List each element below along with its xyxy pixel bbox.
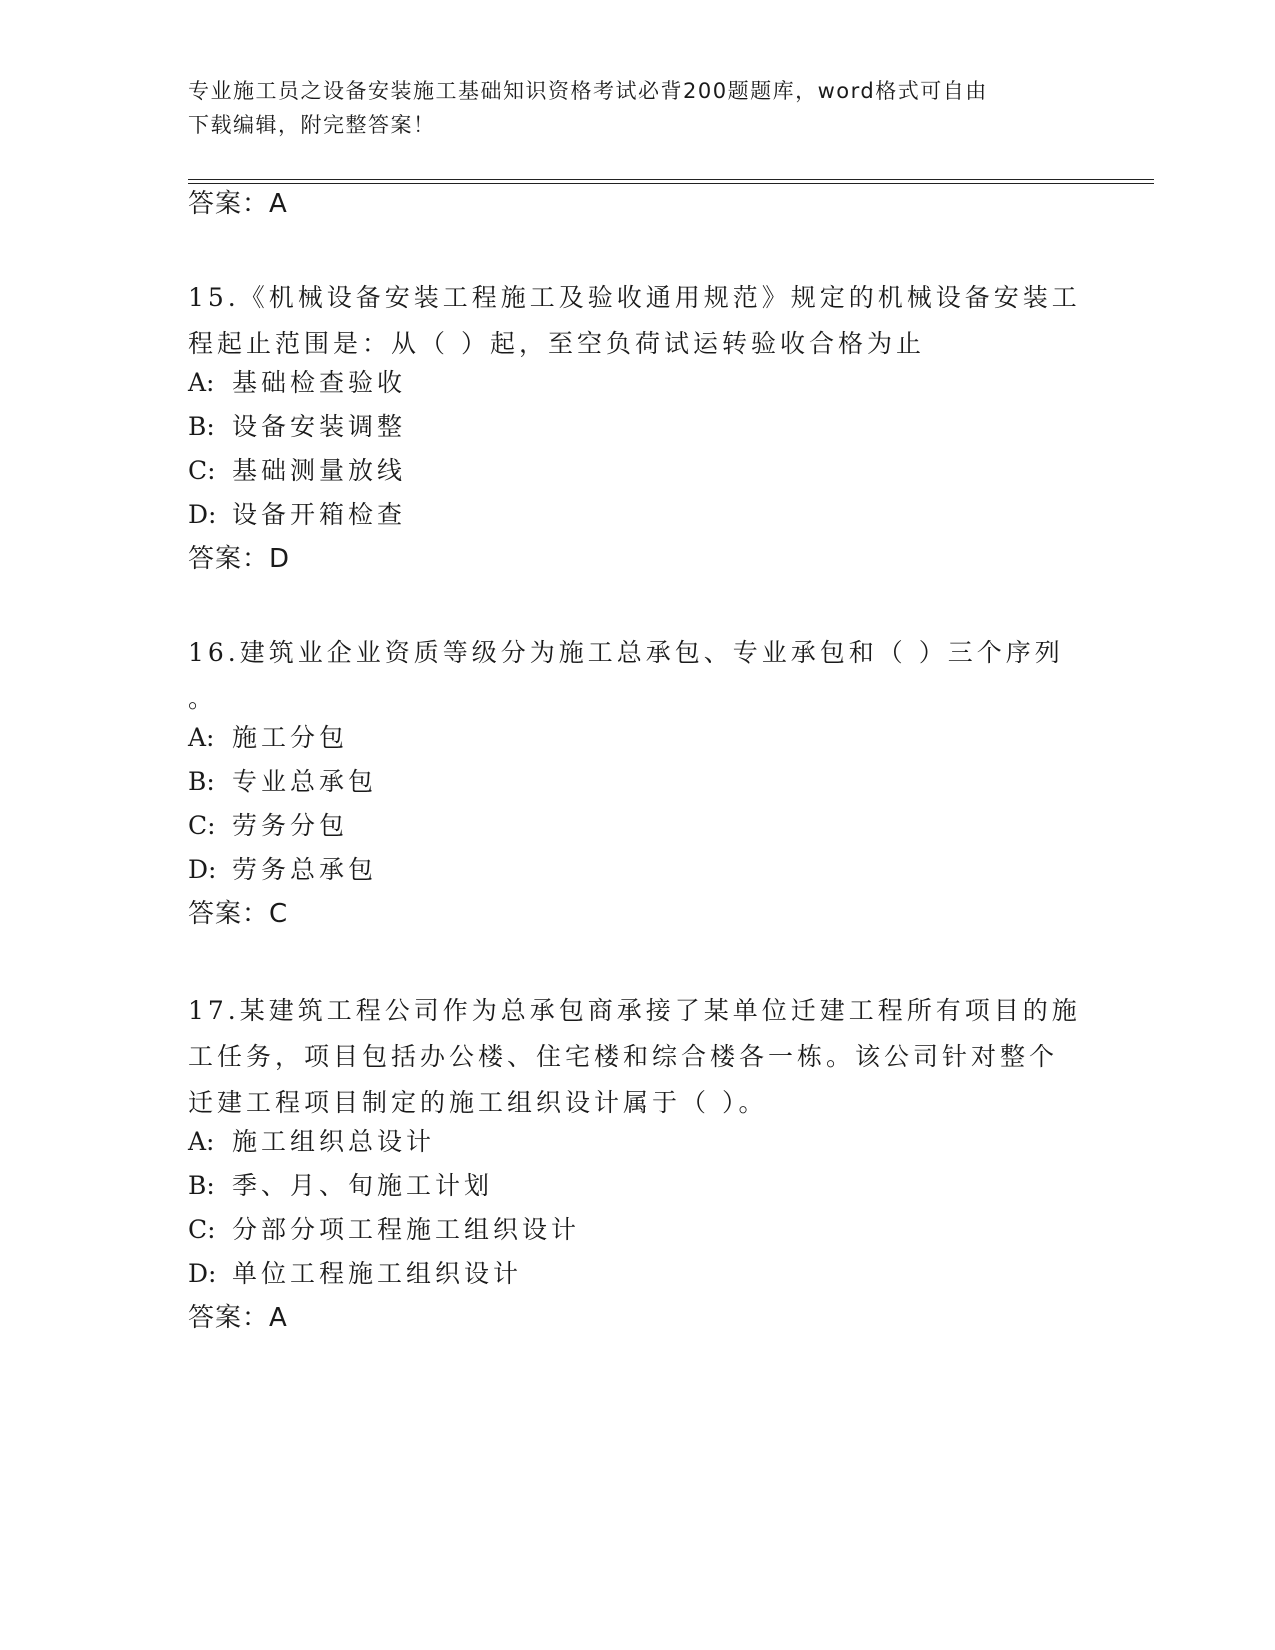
option-text: 单位工程施工组织设计 <box>232 1259 523 1288</box>
option-key: B: <box>188 1171 215 1200</box>
question-16 <box>188 630 1088 722</box>
option-text: 基础检查验收 <box>232 368 407 397</box>
option-b <box>188 409 1088 445</box>
option-key: D: <box>188 1259 217 1288</box>
option-key: A: <box>188 368 215 397</box>
option-d <box>188 1256 1088 1292</box>
question-line: 15.《机械设备安装工程施工及验收通用规范》规定的机械设备安装工 <box>188 283 1081 312</box>
document-header <box>188 74 1088 142</box>
option-text: 基础测量放线 <box>232 456 407 485</box>
option-text: 设备安装调整 <box>232 412 407 441</box>
question-17 <box>188 988 1088 1126</box>
question-line: 程起止范围是：从（ ）起，至空负荷试运转验收合格为止 <box>188 329 925 358</box>
option-key: D: <box>188 500 217 529</box>
option-c <box>188 808 1088 844</box>
option-a <box>188 365 1088 401</box>
option-d <box>188 852 1088 888</box>
question-line: 迁建工程项目制定的施工组织设计属于（ ）。 <box>188 1088 768 1117</box>
option-c <box>188 453 1088 489</box>
option-key: A: <box>188 723 215 752</box>
option-a <box>188 720 1088 756</box>
header-divider-top <box>188 179 1154 180</box>
option-key: C: <box>188 1215 216 1244</box>
option-text: 专业总承包 <box>232 767 378 796</box>
answer-15: 答案：D <box>188 544 291 574</box>
option-d <box>188 497 1088 533</box>
option-key: B: <box>188 767 215 796</box>
option-text: 劳务分包 <box>232 811 349 840</box>
answer-17: 答案：A <box>188 1303 288 1333</box>
answer-16: 答案：C <box>188 899 289 929</box>
option-text: 季、月、旬施工计划 <box>232 1171 494 1200</box>
option-key: D: <box>188 855 217 884</box>
option-text: 施工组织总设计 <box>232 1127 436 1156</box>
option-key: C: <box>188 456 216 485</box>
previous-answer: 答案：A <box>188 189 288 219</box>
question-line: 16.建筑业企业资质等级分为施工总承包、专业承包和（ ）三个序列 <box>188 638 1064 667</box>
header-line-1: 专业施工员之设备安装施工基础知识资格考试必背200题题库，word格式可自由 <box>188 79 988 103</box>
option-a <box>188 1124 1088 1160</box>
option-text: 设备开箱检查 <box>232 500 407 529</box>
option-text: 劳务总承包 <box>232 855 378 884</box>
question-line: 17.某建筑工程公司作为总承包商承接了某单位迁建工程所有项目的施 <box>188 996 1081 1025</box>
option-key: B: <box>188 412 215 441</box>
option-text: 分部分项工程施工组织设计 <box>232 1215 581 1244</box>
question-line: 工任务，项目包括办公楼、住宅楼和综合楼各一栋。该公司针对整个 <box>188 1042 1059 1071</box>
option-c <box>188 1212 1088 1248</box>
option-key: A: <box>188 1127 215 1156</box>
option-key: C: <box>188 811 216 840</box>
option-b <box>188 764 1088 800</box>
question-line: 。 <box>188 684 218 713</box>
option-b <box>188 1168 1088 1204</box>
question-15 <box>188 275 1088 367</box>
header-line-2: 下载编辑，附完整答案！ <box>188 113 436 137</box>
option-text: 施工分包 <box>232 723 349 752</box>
header-divider-bottom <box>188 183 1154 184</box>
